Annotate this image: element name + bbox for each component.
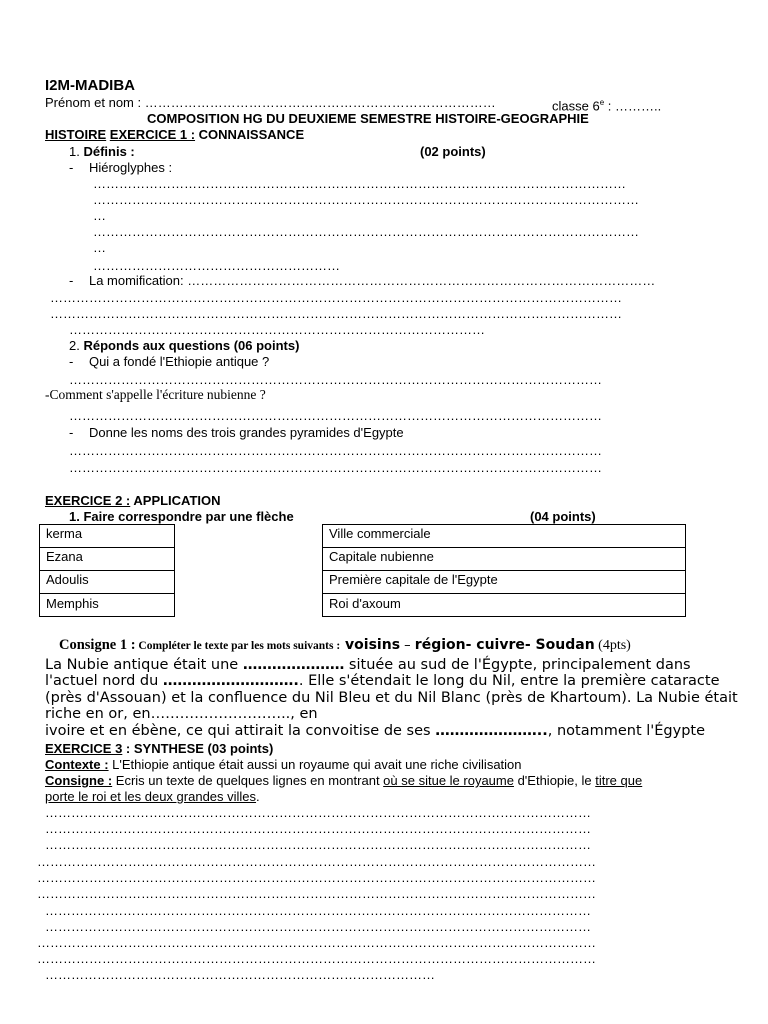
item1-dots-4[interactable]: ……………………………………………………………………………………………………………… (93, 225, 639, 239)
q2-label: Réponds aux questions (06 points) (83, 338, 300, 353)
answer-line[interactable]: ………………………………………………………………………………………………………………… (37, 871, 596, 885)
consigne1-points: (4pts) (594, 638, 631, 653)
ex2-points: (04 points) (530, 509, 596, 524)
consigne1-heading (59, 637, 631, 655)
class-sup: e (599, 98, 605, 107)
text-segment: l'actuel nord du (45, 673, 163, 689)
answer-line[interactable]: ……………………………………………………………………………………………………………… (45, 822, 591, 836)
qa-dots[interactable]: …………………………………………………………………………………………………………… (69, 373, 602, 387)
qa-text: Qui a fondé l'Ethiopie antique ? (88, 354, 270, 369)
left-cell[interactable]: Adoulis (40, 571, 174, 594)
item1-line (69, 160, 172, 176)
qc-dots-2[interactable]: …………………………………………………………………………………………………………… (69, 461, 602, 475)
qc-text: Donne les noms des trois grandes pyramides d'Egypte (88, 425, 404, 440)
item1-dots-1[interactable]: …………………………………………………………………………………………………………… (93, 177, 626, 191)
ex1-title-rest: CONNAISSANCE (195, 127, 305, 142)
right-match-table (322, 524, 686, 617)
text-line-1 (45, 657, 691, 674)
text-segment: et (110, 789, 125, 804)
name-line (45, 95, 496, 111)
item2-dots-1[interactable]: …………………………………………………………………………………………………………………… (50, 291, 622, 305)
blank-4[interactable]: ………………….. (435, 723, 548, 739)
ex2-title: EXERCICE 2 : (45, 493, 131, 508)
blank-1[interactable]: ………………… (242, 657, 345, 673)
text-line-2 (45, 673, 720, 690)
item1-dots-6[interactable]: ………………………………………………… (93, 259, 340, 273)
consigne1-dash: – (400, 638, 415, 653)
answer-line[interactable]: ………………………………………………………………………………………………………………… (37, 952, 596, 966)
left-match-table (39, 524, 175, 617)
context-text: L'Ethiopie antique était aussi un royaume qui avait une riche civilisation (108, 757, 522, 772)
underlined-segment: titre que (595, 773, 643, 788)
text-segment: La Nubie antique était une (45, 657, 243, 673)
ex1-title: EXERCICE 1 : (109, 127, 196, 142)
item1-dots-2[interactable]: ……………………………………………………………………………………………………………… (93, 193, 639, 207)
q2-number: 2. (69, 338, 80, 353)
q1-line (69, 144, 135, 160)
bullet-dash: - (69, 425, 74, 440)
consigne-label: Consigne : (45, 773, 113, 788)
text-line-4: riche en or, en……………………….., en (45, 706, 318, 722)
ex3-title-rest: : SYNTHESE (03 points) (122, 741, 274, 756)
consigne1-words: voisins (340, 637, 401, 653)
item2-dots-inline[interactable]: : ……………………………………………………………………………………………… (180, 273, 656, 288)
ex3-heading (45, 741, 273, 757)
left-cell[interactable]: kerma (40, 525, 174, 548)
consigne-line-2 (45, 789, 260, 805)
text-segment: située au sud de l'Égypte, principalement dans (344, 657, 691, 673)
qb-dots[interactable]: …………………………………………………………………………………………………………… (69, 409, 602, 423)
ex2-heading (45, 493, 221, 509)
q1-number: 1. (69, 144, 80, 159)
underlined-segment: où se situe le royaume (383, 773, 514, 788)
q2-line (69, 338, 299, 354)
q1-points: (02 points) (420, 144, 486, 159)
item1-dots-3[interactable]: … (93, 209, 106, 223)
name-label: Prénom et nom : (45, 95, 142, 110)
ex2-q1: 1. Faire correspondre par une flèche (69, 509, 294, 524)
school-name: I2M-MADIBA (45, 77, 135, 94)
text-segment: d'Ethiopie, le (513, 773, 596, 788)
text-segment: Ecris un texte de quelques lignes en montrant (112, 773, 384, 788)
consigne-line-1 (45, 773, 642, 789)
answer-line[interactable]: ……………………………………………………………………………………………………………… (45, 806, 591, 820)
answer-line[interactable]: ……………………………………………………………………………………………………………… (45, 904, 591, 918)
qc-line (69, 425, 404, 441)
left-cell[interactable]: Memphis (46, 596, 99, 611)
q1-label: Définis : (83, 144, 135, 159)
context-line (45, 757, 522, 773)
blank-2[interactable]: ………………………. (162, 673, 299, 689)
item1-dots-5[interactable]: … (93, 241, 106, 255)
consigne1-words2: région- cuivre- Soudan (414, 637, 595, 653)
underlined-segment: porte le roi (45, 789, 111, 804)
right-cell[interactable]: Première capitale de l'Egypte (323, 571, 685, 594)
answer-line[interactable]: ……………………………………………………………………………………………………………… (45, 838, 591, 852)
text-segment: , notamment l'Égypte (547, 723, 706, 739)
class-dots: : ……….. (604, 98, 662, 114)
text-segment: ivoire et en ébène, ce qui attirait la convoitise de ses (45, 723, 436, 739)
subject-label: HISTOIRE (45, 127, 107, 142)
bullet-dash: - (69, 354, 74, 369)
right-cell[interactable]: Capitale nubienne (323, 548, 685, 571)
qb-text: -Comment s'appelle l'écriture nubienne ? (45, 387, 266, 402)
ex1-heading (45, 127, 304, 143)
bullet-dash: - (69, 273, 74, 288)
answer-line[interactable]: ………………………………………………………………………………………………………………… (37, 887, 596, 901)
text-line-5 (45, 723, 705, 740)
right-cell[interactable]: Ville commerciale (323, 525, 685, 548)
page-title: COMPOSITION HG DU DEUXIEME SEMESTRE HISTOIRE-GEOGRAPHIE (147, 111, 589, 126)
answer-line[interactable]: ……………………………………………………………………………… (45, 968, 435, 982)
left-cell[interactable]: Ezana (40, 548, 174, 571)
underlined-segment: les deux grandes villes (124, 789, 257, 804)
answer-line[interactable]: ………………………………………………………………………………………………………………… (37, 936, 596, 950)
item2-dots-2[interactable]: …………………………………………………………………………………………………………………… (50, 307, 622, 321)
name-dots: ……………………………………………………………………… (144, 95, 496, 110)
consigne1-label: Consigne 1 : (59, 637, 136, 653)
class-label: classe 6 (552, 98, 600, 114)
bullet-dash: - (69, 160, 74, 175)
item2-line (69, 273, 690, 289)
item2-dots-3[interactable]: …………………………………………………………………………………… (69, 323, 485, 337)
text-segment: . (256, 789, 260, 804)
right-cell[interactable]: Roi d'axoum (329, 596, 401, 611)
ex3-title: EXERCICE 3 (45, 741, 123, 756)
ex2-title-rest: APPLICATION (130, 493, 221, 508)
item2-label: La momification (88, 273, 181, 288)
qc-dots-1[interactable]: …………………………………………………………………………………………………………… (69, 444, 602, 458)
consigne1-text: Compléter le texte par les mots suivants : (135, 640, 341, 652)
context-label: Contexte : (45, 757, 109, 772)
answer-line[interactable]: ………………………………………………………………………………………………………………… (37, 855, 596, 869)
text-segment: . Elle s'étendait le long du Nil, entre la première cataracte (298, 673, 720, 689)
qa-line (69, 354, 269, 370)
text-line-3: (près d'Assouan) et la confluence du Nil Bleu et du Nil Blanc (près de Khartoum). La Nubie était (45, 690, 738, 706)
answer-line-extra[interactable]: ……………………………………………………………………………………………………………… (45, 920, 591, 934)
item1-label: Hiéroglyphes : (88, 160, 173, 175)
